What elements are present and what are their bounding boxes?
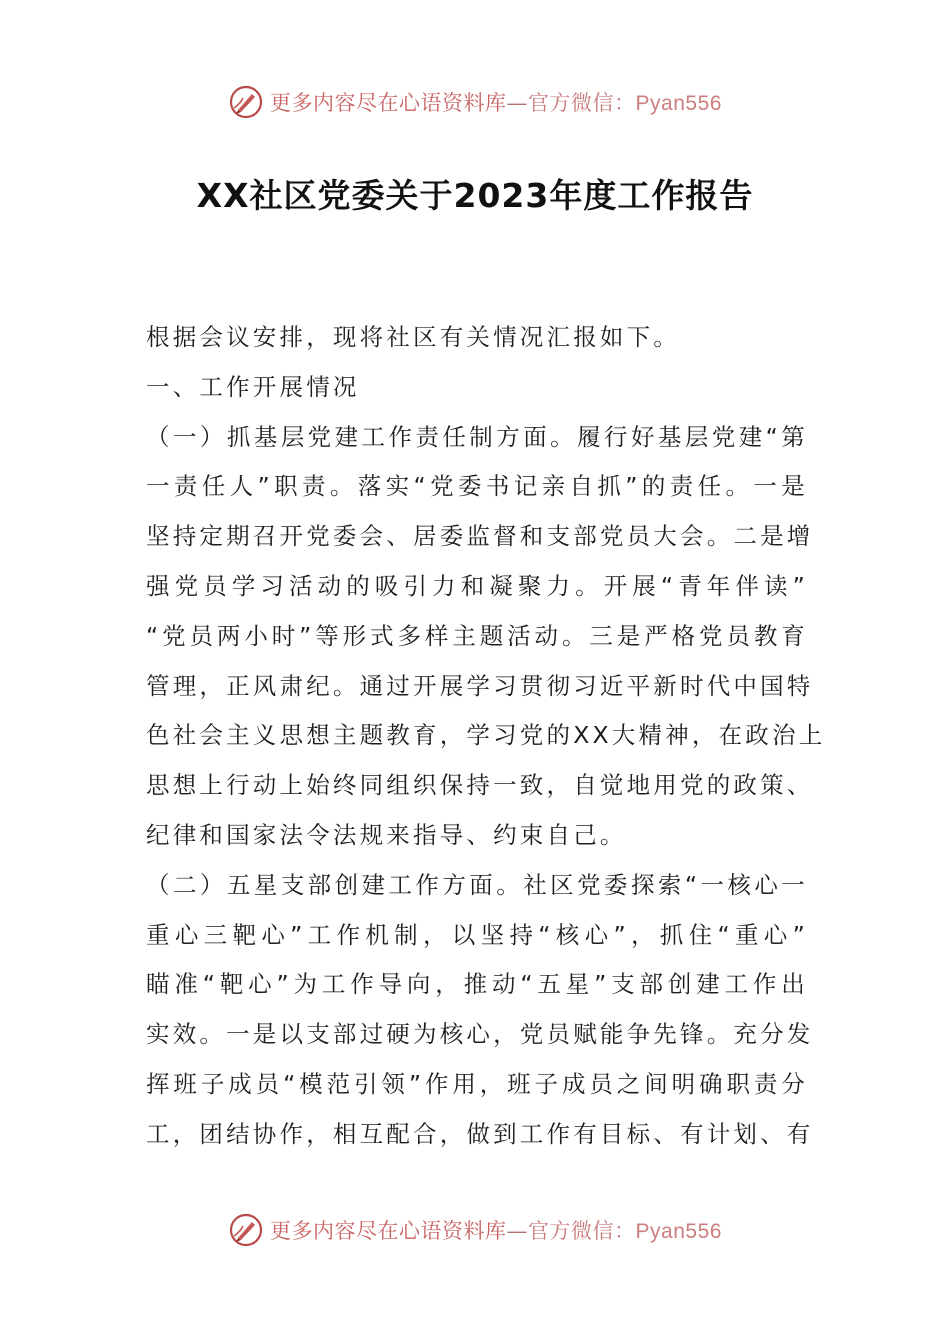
body-line: 工，团结协作，相互配合，做到工作有目标、有计划、有 — [146, 1119, 814, 1148]
watermark-wechat-id: Pyan556 — [635, 1220, 722, 1243]
watermark-brand: 更多内容尽在心语资料库 — [270, 91, 507, 115]
body-line: 管理，正风肃纪。通过开展学习贯彻习近平新时代中国特 — [146, 671, 814, 700]
pen-circle-icon — [228, 1212, 264, 1248]
watermark-brand: 更多内容尽在心语资料库 — [270, 1219, 507, 1243]
section-heading: 一、工作开展情况 — [146, 372, 360, 401]
body-line: 一责任人”职责。落实“党委书记亲自抓”的责任。一是 — [146, 472, 808, 501]
body-line: （二）五星支部创建工作方面。社区党委探索“一核心一 — [146, 870, 808, 899]
watermark-text — [270, 87, 722, 117]
watermark-wechat-label: 官方微信： — [528, 91, 636, 115]
body-line: 挥班子成员“模范引领”作用，班子成员之间明确职责分 — [146, 1069, 808, 1098]
pen-circle-icon — [228, 84, 264, 120]
footer-watermark — [0, 1210, 950, 1250]
body-line: 瞄准“靶心”为工作导向，推动“五星”支部创建工作出 — [146, 970, 808, 999]
body-line: 重心三靶心”工作机制，以坚持“核心”，抓住“重心” — [146, 920, 808, 949]
document-body — [146, 313, 826, 1160]
body-line: 实效。一是以支部过硬为核心，党员赋能争先锋。充分发 — [146, 1020, 814, 1049]
body-line: 思想上行动上始终同组织保持一致，自觉地用党的政策、 — [146, 771, 814, 800]
body-line: 根据会议安排，现将社区有关情况汇报如下。 — [146, 323, 680, 351]
body-line: “党员两小时”等形式多样主题活动。三是严格党员教育 — [146, 621, 808, 650]
body-line: （一）抓基层党建工作责任制方面。履行好基层党建“第 — [146, 422, 808, 451]
watermark-wechat-label: 官方微信： — [528, 1219, 636, 1243]
body-line: 坚持定期召开党委会、居委监督和支部党员大会。二是增 — [146, 522, 814, 551]
body-line: 强党员学习活动的吸引力和凝聚力。开展“青年伴读” — [146, 571, 808, 600]
watermark-text — [270, 1215, 722, 1245]
watermark-dash: — — [506, 1219, 529, 1243]
watermark-dash: — — [506, 91, 529, 115]
header-watermark — [0, 82, 950, 122]
body-line: 色社会主义思想主题教育，学习党的XX大精神，在政治上 — [146, 721, 826, 750]
body-line: 纪律和国家法令法规来指导、约束自己。 — [146, 820, 627, 849]
watermark-wechat-id: Pyan556 — [635, 92, 722, 115]
document-title: XX社区党委关于2023年度工作报告 — [196, 176, 754, 215]
